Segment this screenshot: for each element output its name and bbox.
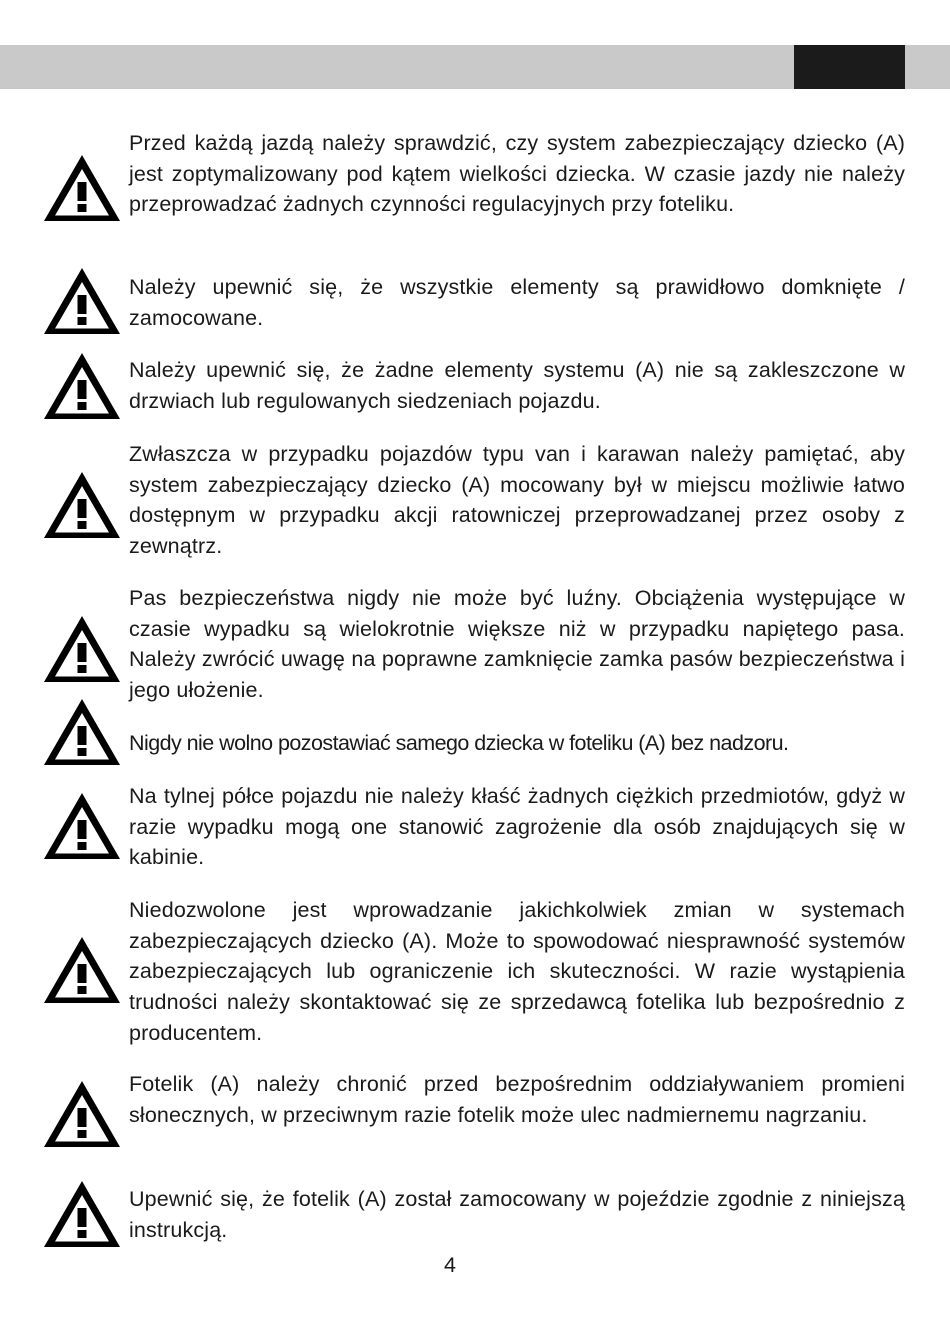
warning-text: Upewnić się, że fotelik (A) został zamocowany w pojeździe zgodnie z niniejszą instrukcją. <box>129 1187 905 1242</box>
warning-text: Należy upewnić się, że wszystkie elementy są prawidłowo domknięte / zamocowane. <box>129 275 905 330</box>
warning-triangle-icon <box>44 793 120 859</box>
warning-triangle-icon <box>44 353 120 419</box>
warning-text: Niedozwolone jest wprowadzanie jakichkolwiek zmian w systemach zabezpieczających dziecko (A). Może to spowodować niesprawność systemów zabezpieczających lub ograniczenie ich skuteczności. W razie wystąpienia trudności należy skontaktować się ze sprzedawcą fotelika lub bezpośrednio z producentem. <box>129 898 905 1045</box>
warning-text: Zwłaszcza w przypadku pojazdów typu van i karawan należy pamiętać, aby system zabezpieczający dziecko (A) mocowany był w miejscu możliwie łatwo dostępnym w przypadku akcji ratowniczej przeprowadzanej przez osoby z zewnątrz. <box>129 442 905 559</box>
warning-text: Pas bezpieczeństwa nigdy nie może być luźny. Obciążenia występujące w czasie wypadku są wielokrotnie większe niż w przypadku napiętego pasa. Należy zwrócić uwagę na poprawne zamknięcie zamka pasów bezpieczeństwa i jego ułożenie. <box>129 586 905 703</box>
header-block <box>794 45 905 89</box>
warning-text: Należy upewnić się, że żadne elementy systemu (A) nie są zakleszczone w drzwiach lub regulowanych siedzeniach pojazdu. <box>129 358 905 413</box>
warning-text: Na tylnej półce pojazdu nie należy kłaść żadnych ciężkich przedmiotów, gdyż w razie wypadku mogą one stanowić zagrożenie dla osób znajdujących się w kabinie. <box>129 784 905 870</box>
page-number: 4 <box>444 1253 456 1277</box>
warning-triangle-icon <box>44 268 120 334</box>
warning-triangle-icon <box>44 155 120 221</box>
warning-triangle-icon <box>44 1181 120 1247</box>
warning-triangle-icon <box>44 616 120 682</box>
warning-triangle-icon <box>44 472 120 538</box>
warning-triangle-icon <box>44 699 120 765</box>
warning-text: Przed każdą jazdą należy sprawdzić, czy system zabezpieczający dziecko (A) jest zoptymalizowany pod kątem wielkości dziecka. W czasie jazdy nie należy przeprowadzać żadnych czynności regulacyjnych przy foteliku. <box>129 131 905 217</box>
warning-text: Nigdy nie wolno pozostawiać samego dziecka w foteliku (A) bez nadzoru. <box>129 731 789 755</box>
warning-triangle-icon <box>44 1081 120 1147</box>
warning-triangle-icon <box>44 937 120 1003</box>
warning-text: Fotelik (A) należy chronić przed bezpośrednim oddziaływaniem promieni słonecznych, w przeciwnym razie fotelik może ulec nadmiernemu nagrzaniu. <box>129 1072 905 1127</box>
